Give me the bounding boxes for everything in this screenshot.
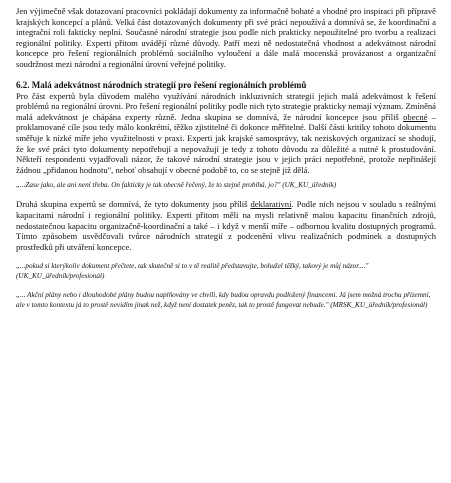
paragraph-2-text-after: – proklamované cíle jsou tedy málo konkrétní, těžko zjistitelné či dokonce měřitelné. Další části kritiky tohoto dokumentu směřuje k nízké míře jeho využitelnosti v praxi. Experti jak krajské samosprávy, tak neziskových organizací se shodují, že ke své práci tyto dokumenty nepotřebují a nepovažují je tedy z tohoto důvodu za důležité a nutné k prostudování. Někteří respondenti vyjadřovali názor, že takové národní strategie jsou v jejich práci nepotřebné, protože nepřinášejí žádnou „přidanou hodnotu", neboť obsahují v obecné podobě to, co se stejně již dělá. xyxy=(16,111,436,175)
paragraph-2-text-before: Pro část expertů byla důvodem malého využívání národních inkluzivních strategií jejich malá adekvátnost k řešení problémů na regionální úrovni. Pro řešení regionální politiky podle nich tyto strategie prakticky nemají význam. Zmíněná malá adekvátnost je chápána experty různě. Jedna skupina se domnívá, že národní koncepce jsou příliš xyxy=(16,90,436,122)
document-page xyxy=(16,6,436,310)
quote-3: „... Akční plány nebo i dlouhodobé plány budou naplňovány ve chvíli, kdy budou opravdu podložený financemi. Já jsem možná trochu přízemní, ale v tomto kontextu já to prostě nevidím jinak než, když není dostatek peněz, tak to prostě fungovat nebude." (MRSK_KU_úředník/profesionál) xyxy=(16,291,431,310)
paragraph-3 xyxy=(16,199,436,252)
paragraph-3-text-after: . Podle nich nejsou v souladu s reálnými kapacitami národní i regionální politiky. Experti přitom měli na mysli relativně malou kapacitu finančních zdrojů, nedostatečnou kapacitu organizačně-koordinační a také – i když v menší míře – odbornou kvalitu dostupných programů. Tímto způsobem usvědčovali tvůrce národních strategií z podcenění vlivu realizačních podmínek a dostupných prostředků při utváření koncepce. xyxy=(16,199,436,252)
paragraph-3-underlined-term: deklarativní xyxy=(250,199,292,210)
paragraph-2-underlined-term: obecné xyxy=(403,111,428,122)
paragraph-2 xyxy=(16,91,436,176)
intro-paragraph: Jen výjimečně však dotazovaní pracovníci pokládají dokumenty za informačně bohaté a vhodné pro inspiraci při přípravě krajských koncepcí a plánů. Velká část dotazovaných dokumenty při své práci nepoužívá a domnívá se, že koordinační a integrační roli fakticky neplní. Současné národní strategie jsou podle nich prakticky nepoužitelné pro tvorbu a realizaci regionální politiky. Experti přitom uvádějí různé důvody. Patří mezi ně nedostatečná vhodnost a adekvátnost národní koncepce pro řešení regionálních problémů sociálního vyloučení a dále malá mocenská provázanost a organizační soudržnost mezi národní a regionální úrovní veřejné politiky. xyxy=(16,6,436,69)
quote-2: „...pokud si kterýkoliv dokument přečtete, tak skutečně si to v tě realitě představujte, bohužel těžký, takový je můj názor...." (UK_KU_úředník/profesionál) xyxy=(16,262,369,281)
paragraph-3-text-before: Druhá skupina expertů se domnívá, že tyto dokumenty jsou příliš xyxy=(16,199,251,210)
quote-1: „...Zase jako, ale ani není třeba. On fakticky je tak obecně řečený, že to stejně probíhá, jo?" (UK_KU_úředník) xyxy=(16,181,337,190)
section-heading: 6.2. Malá adekvátnost národních strategií pro řešení regionálních problémů xyxy=(16,79,307,90)
